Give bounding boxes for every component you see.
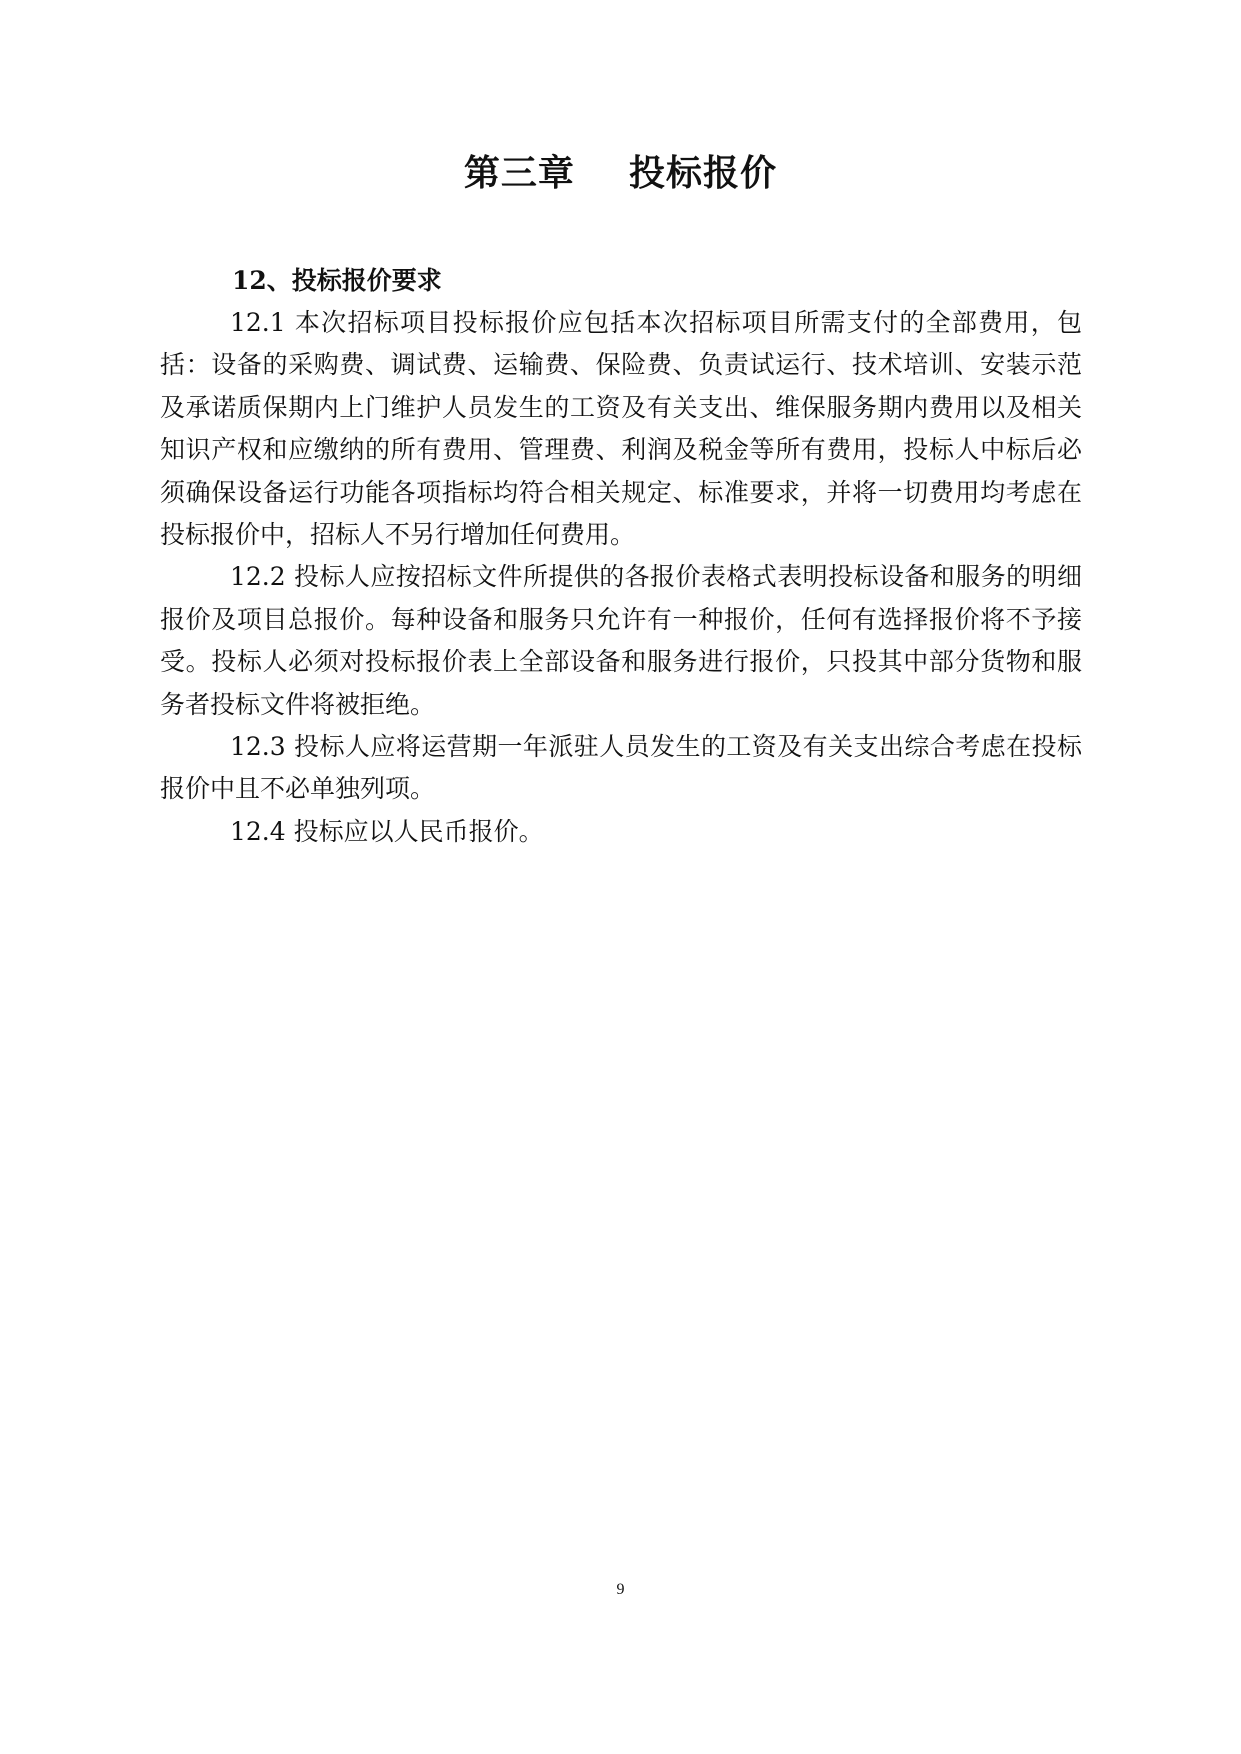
body-text — [160, 260, 1082, 853]
paragraph-12-1: 12.1 本次招标项目投标报价应包括本次招标项目所需支付的全部费用，包括：设备的采购费、调试费、运输费、保险费、负责试运行、技术培训、安装示范及承诺质保期内上门维护人员发生的工资及有关支出、维保服务期内费用以及相关知识产权和应缴纳的所有费用、管理费、利润及税金等所有费用，投标人中标后必须确保设备运行功能各项指标均符合相关规定、标准要求，并将一切费用均考虑在投标报价中，招标人不另行增加任何费用。 — [160, 308, 1082, 550]
page-number: 9 — [616, 1581, 625, 1598]
paragraph-12-4: 12.4 投标应以人民币报价。 — [230, 816, 544, 846]
section-heading: 12、投标报价要求 — [232, 266, 442, 295]
paragraph-12-2: 12.2 投标人应按招标文件所提供的各报价表格式表明投标设备和服务的明细报价及项目总报价。每种设备和服务只允许有一种报价，任何有选择报价将不予接受。投标人必须对投标报价表上全部设备和服务进行报价，只投其中部分货物和服务者投标文件将被拒绝。 — [160, 562, 1082, 719]
chapter-title: 第三章 投标报价 — [463, 152, 778, 194]
paragraph-12-3: 12.3 投标人应将运营期一年派驻人员发生的工资及有关支出综合考虑在投标报价中且不必单独列项。 — [160, 732, 1082, 804]
